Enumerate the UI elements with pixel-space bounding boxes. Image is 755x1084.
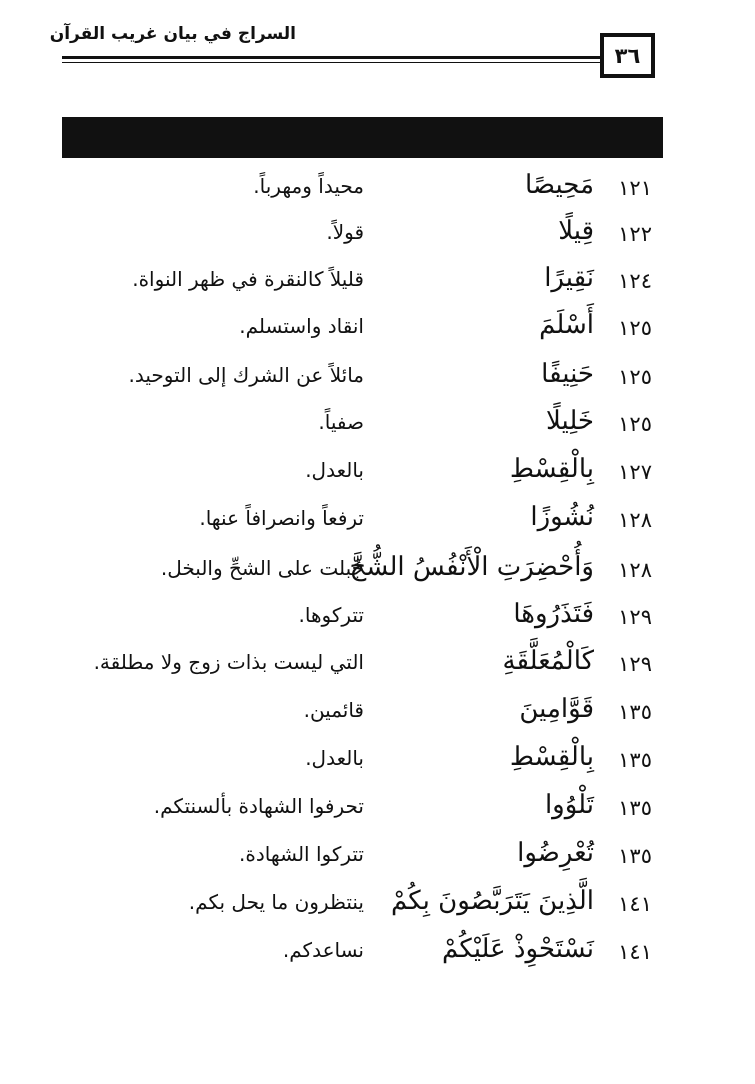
- verse-number: ١٢٧: [618, 460, 652, 484]
- quranic-word: نُشُوزًا: [530, 502, 594, 532]
- glossary-entry: [62, 884, 662, 928]
- quranic-word: حَنِيفًا: [541, 359, 594, 389]
- page-number-box: [600, 33, 655, 78]
- word-meaning: مائلاً عن الشرك إلى التوحيد.: [128, 363, 364, 387]
- quranic-word: تَلْوُوا: [544, 790, 594, 820]
- quranic-word: قِيلًا: [558, 216, 594, 246]
- glossary-entry: [62, 500, 662, 544]
- word-meaning: قولاً.: [326, 220, 364, 244]
- word-meaning: جُبلت على الشحِّ والبخل.: [160, 556, 364, 580]
- glossary-entry: [62, 932, 662, 976]
- word-meaning: تتركوها.: [298, 603, 364, 627]
- word-meaning: التي ليست بذات زوج ولا مطلقة.: [93, 650, 364, 674]
- quranic-word: خَلِيلًا: [545, 406, 594, 436]
- verse-number: ١٣٥: [618, 748, 652, 772]
- quranic-word: كَالْمُعَلَّقَةِ: [502, 646, 594, 676]
- quranic-word: قَوَّامِينَ: [519, 694, 594, 724]
- quranic-word: أَسْلَمَ: [539, 310, 594, 340]
- verse-number: ١٣٥: [618, 700, 652, 724]
- verse-number: ١٢٩: [618, 605, 652, 629]
- word-meaning: قليلاً كالنقرة في ظهر النواة.: [132, 267, 364, 291]
- quranic-word: فَتَذَرُوهَا: [513, 599, 594, 629]
- page-number: ٣٦: [614, 43, 641, 68]
- quranic-word: بِالْقِسْطِ: [509, 742, 594, 772]
- word-meaning: نساعدكم.: [282, 938, 364, 962]
- glossary-entry: [62, 214, 662, 258]
- verse-number: ١٢٨: [618, 508, 652, 532]
- word-meaning: تتركوا الشهادة.: [239, 842, 364, 866]
- glossary-entry: [62, 836, 662, 880]
- quranic-word: نَقِيرًا: [544, 263, 594, 293]
- glossary-entry: [62, 550, 662, 594]
- quranic-word: بِالْقِسْطِ: [509, 454, 594, 484]
- glossary-entry: [62, 452, 662, 496]
- verse-number: ١٢٥: [618, 316, 652, 340]
- verse-number: ١٢١: [618, 176, 652, 200]
- glossary-entry: [62, 692, 662, 736]
- verse-number: ١٢٩: [618, 652, 652, 676]
- glossary-entry: [62, 644, 662, 688]
- verse-number: ١٤١: [618, 940, 652, 964]
- running-title: السراج في بيان غريب القرآن: [49, 24, 296, 44]
- verse-number: ١٢٤: [618, 269, 652, 293]
- word-meaning: بالعدل.: [305, 746, 364, 770]
- header-rule-thin: [62, 62, 602, 63]
- verse-number: ١٢٥: [618, 365, 652, 389]
- word-meaning: ترفعاً وانصرافاً عنها.: [199, 506, 364, 530]
- glossary-entry: [62, 168, 662, 212]
- verse-number: ١٤١: [618, 892, 652, 916]
- word-meaning: انقاد واستسلم.: [239, 314, 364, 338]
- verse-number: ١٢٨: [618, 558, 652, 582]
- word-meaning: بالعدل.: [305, 458, 364, 482]
- verse-number: ١٢٥: [618, 412, 652, 436]
- quranic-word: تُعْرِضُوا: [517, 838, 594, 868]
- quranic-word: الَّذِينَ يَتَرَبَّصُونَ بِكُمْ: [391, 886, 594, 916]
- glossary-entry: [62, 357, 662, 401]
- word-meaning: صفياً.: [318, 410, 364, 434]
- word-meaning: قائمين.: [303, 698, 364, 722]
- glossary-entry: [62, 788, 662, 832]
- glossary-entry: [62, 740, 662, 784]
- glossary-entry: [62, 597, 662, 641]
- glossary-entry: [62, 261, 662, 305]
- glossary-entry: [62, 404, 662, 448]
- verse-number: ١٣٥: [618, 844, 652, 868]
- word-meaning: ينتظرون ما يحل بكم.: [188, 890, 364, 914]
- quranic-word: وَأُحْضِرَتِ الْأَنْفُسُ الشُّحَّ: [349, 552, 594, 582]
- glossary-entry: [62, 308, 662, 352]
- verse-number: ١٢٢: [618, 222, 652, 246]
- word-meaning: محيداً ومهرباً.: [253, 174, 364, 198]
- verse-number: ١٣٥: [618, 796, 652, 820]
- word-meaning: تحرفوا الشهادة بألسنتكم.: [153, 794, 364, 818]
- black-header-band: [62, 117, 663, 158]
- quranic-word: مَحِيصًا: [524, 170, 594, 200]
- quranic-word: نَسْتَحْوِذْ عَلَيْكُمْ: [442, 934, 594, 964]
- header-rule-thick: [62, 56, 602, 59]
